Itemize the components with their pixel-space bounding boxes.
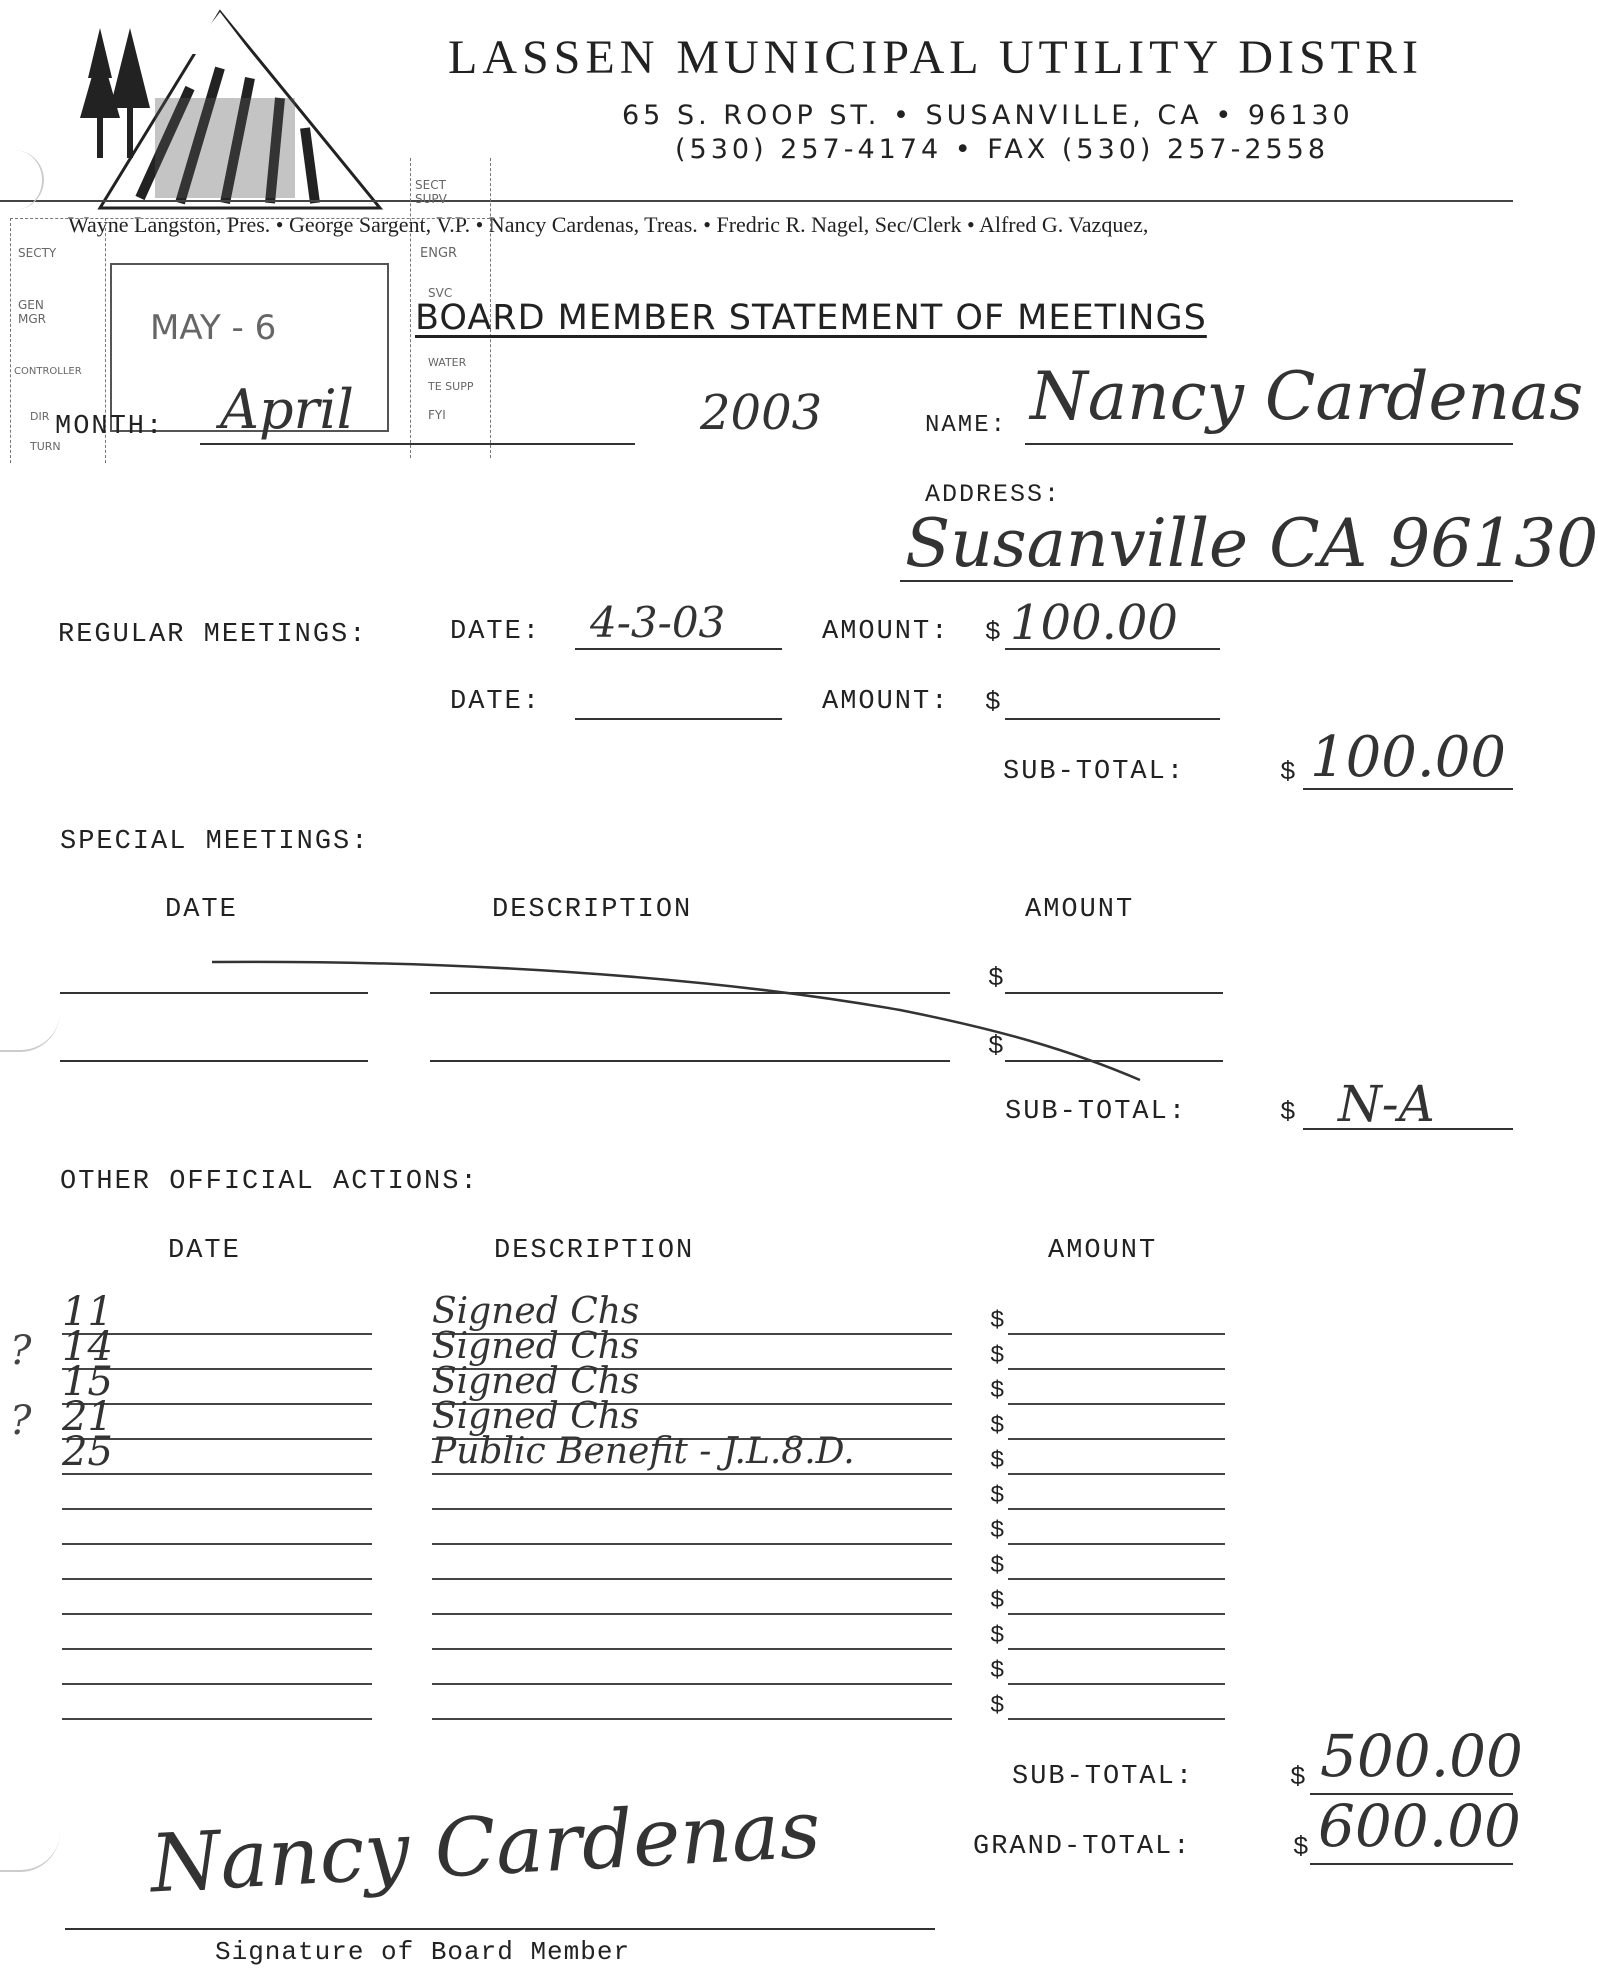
address-value[interactable]: Susanville CA 96130 [905,505,1598,582]
regular-date-line-1 [575,648,782,650]
stamp-date: MAY - 6 [150,308,277,348]
stamp-right-label-5: TE SUPP [428,380,474,393]
other-row-desc-line [432,1578,952,1580]
other-row-amount-line [1008,1473,1225,1475]
other-row-date[interactable]: 14 [62,1324,113,1370]
other-row-amount-line [1008,1508,1225,1510]
regular-subtotal-dollar: $ [1280,757,1296,787]
stamp-right-label-6: FYI [428,408,446,422]
regular-amount-line-2 [1005,718,1220,720]
other-row-desc-line [432,1543,952,1545]
other-row-amount-line [1008,1543,1225,1545]
special-subtotal-dollar: $ [1280,1097,1296,1127]
special-col-amount: AMOUNT [1025,895,1135,925]
stamp-left-label-5: TURN [30,440,61,453]
other-row-amount-line [1008,1648,1225,1650]
other-row-date-line [62,1683,372,1685]
regular-date-line-2 [575,718,782,720]
other-col-date: DATE [168,1236,241,1266]
grand-total-label: GRAND-TOTAL: [973,1832,1192,1862]
other-row-dollar: $ [990,1343,1005,1370]
other-row-amount-line [1008,1683,1225,1685]
other-row-description[interactable]: Signed Chs [432,1326,640,1367]
stamp-right-label-1: SECT SUPV [415,178,447,206]
other-row-date[interactable]: 25 [62,1429,113,1475]
other-row-dollar: $ [990,1553,1005,1580]
signature-line [65,1928,935,1930]
other-col-description: DESCRIPTION [494,1236,695,1266]
name-line [1025,443,1513,445]
other-row-date-line [62,1508,372,1510]
org-phone: (530) 257-4174 • FAX (530) 257-2558 [675,134,1330,165]
other-row-amount-line [1008,1368,1225,1370]
regular-date-label-2: DATE: [450,687,542,717]
other-row-amount-line [1008,1333,1225,1335]
other-subtotal-dollar: $ [1290,1762,1306,1792]
stamp-right-label-3: SVC [428,286,453,300]
grand-total-value[interactable]: 600.00 [1318,1792,1521,1860]
other-row-desc-line [432,1648,952,1650]
grand-total-line [1310,1863,1513,1865]
other-row-dollar: $ [990,1483,1005,1510]
other-row-date-line [62,1613,372,1615]
grand-total-dollar: $ [1293,1832,1309,1862]
stamp-left-label-4: DIR [30,410,50,423]
other-row-description[interactable]: Signed Chs [432,1361,640,1402]
regular-dollar-1: $ [985,617,1001,647]
other-row-date-line [62,1543,372,1545]
other-row-date-line [62,1648,372,1650]
org-address: 65 S. ROOP ST. • SUSANVILLE, CA • 96130 [622,100,1354,131]
signature-label: Signature of Board Member [215,1937,631,1967]
address-label: ADDRESS: [925,480,1062,509]
stamp-left-label-3: CONTROLLER [14,366,82,377]
month-line [200,443,635,445]
regular-amount-label-1: AMOUNT: [822,617,950,647]
other-row-date-line [62,1578,372,1580]
regular-date-value-1[interactable]: 4-3-03 [590,598,726,647]
regular-meetings-label: REGULAR MEETINGS: [58,620,368,650]
binder-hole-mark-2 [0,1010,60,1052]
other-row-dollar: $ [990,1693,1005,1720]
other-row-desc-line [432,1508,952,1510]
year-value[interactable]: 2003 [700,385,823,441]
regular-amount-value-1[interactable]: 100.00 [1010,595,1178,651]
other-subtotal-label: SUB-TOTAL: [1012,1762,1195,1792]
name-value[interactable]: Nancy Cardenas [1030,358,1584,435]
regular-date-label-1: DATE: [450,617,542,647]
other-row-desc-line [432,1613,952,1615]
signature-value[interactable]: Nancy Cardenas [148,1782,823,1911]
other-row-desc-line [432,1683,952,1685]
other-row-dollar: $ [990,1378,1005,1405]
other-row-description[interactable]: Signed Chs [432,1291,640,1332]
special-subtotal-value[interactable]: N-A [1338,1075,1435,1133]
other-row-amount-line [1008,1438,1225,1440]
board-members: Wayne Langston, Pres. • George Sargent, V.P. • Nancy Cardenas, Treas. • Fredric R. Nagel, Sec/Clerk • Alfred G. Vazquez, [68,212,1149,237]
regular-subtotal-value[interactable]: 100.00 [1310,725,1506,790]
other-row-date[interactable]: 11 [62,1289,113,1335]
other-row-date[interactable]: 15 [62,1359,113,1405]
special-col-description: DESCRIPTION [492,895,693,925]
other-actions-label: OTHER OFFICIAL ACTIONS: [60,1167,479,1197]
regular-amount-label-2: AMOUNT: [822,687,950,717]
other-row-mark: ? [10,1398,32,1444]
form-title: BOARD MEMBER STATEMENT OF MEETINGS [415,298,1207,338]
other-row-amount-line [1008,1578,1225,1580]
other-row-dollar: $ [990,1448,1005,1475]
other-row-dollar: $ [990,1658,1005,1685]
other-row-mark: ? [10,1328,32,1374]
special-meetings-label: SPECIAL MEETINGS: [60,827,370,857]
stamp-left-label-1: SECTY [18,246,57,260]
other-row-date-line [62,1718,372,1720]
month-label: MONTH: [55,412,165,442]
other-row-date[interactable]: 21 [62,1394,113,1440]
other-subtotal-value[interactable]: 500.00 [1320,1722,1523,1790]
binder-hole-mark-3 [0,1830,60,1872]
special-dollar-2: $ [988,1031,1004,1061]
regular-dollar-2: $ [985,687,1001,717]
special-strike-through [200,950,1150,1090]
stamp-right-label-4: WATER [428,356,467,369]
other-row-dollar: $ [990,1623,1005,1650]
special-subtotal-label: SUB-TOTAL: [1005,1097,1188,1127]
other-row-dollar: $ [990,1308,1005,1335]
name-label: NAME: [925,412,1008,439]
other-row-description[interactable]: Public Benefit - J.L.8.D. [432,1431,855,1472]
other-row-desc-line [432,1718,952,1720]
other-row-dollar: $ [990,1518,1005,1545]
regular-subtotal-label: SUB-TOTAL: [1003,757,1186,787]
other-row-amount-line [1008,1718,1225,1720]
other-row-desc-line [432,1473,952,1475]
other-col-amount: AMOUNT [1048,1236,1158,1266]
stamp-left-label-2: GEN MGR [18,298,46,326]
other-row-amount-line [1008,1613,1225,1615]
stamp-right-label-2: ENGR [420,246,458,261]
special-dollar-1: $ [988,963,1004,993]
other-row-dollar: $ [990,1413,1005,1440]
org-name: LASSEN MUNICIPAL UTILITY DISTRI [448,31,1423,84]
other-row-amount-line [1008,1403,1225,1405]
special-col-date: DATE [165,895,238,925]
month-value[interactable]: April [220,378,354,441]
other-row-dollar: $ [990,1588,1005,1615]
other-row-description[interactable]: Signed Chs [432,1396,640,1437]
